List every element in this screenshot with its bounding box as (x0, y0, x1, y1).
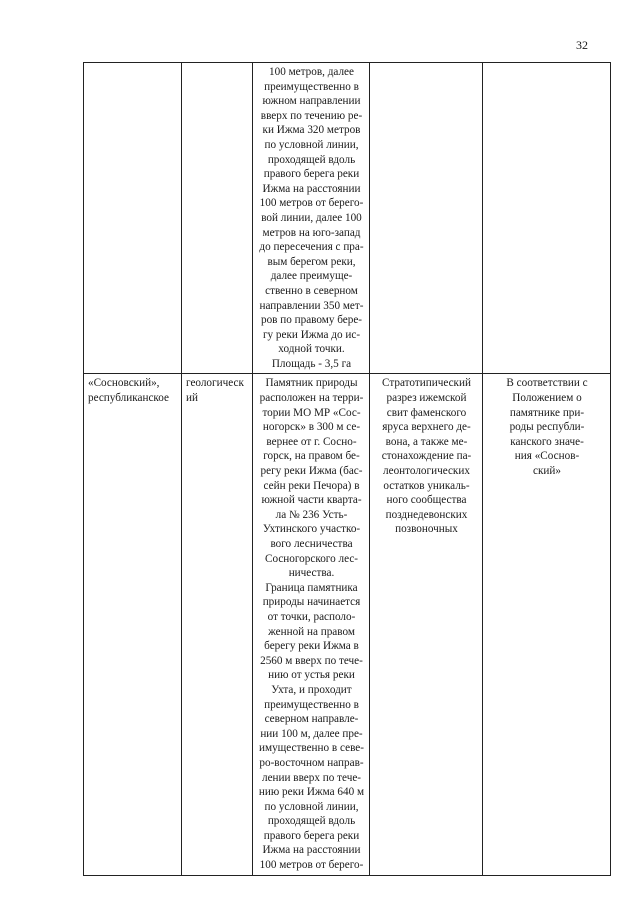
protected-areas-table (83, 62, 611, 876)
cell-significance (370, 63, 483, 374)
cell-name (84, 63, 182, 374)
page-number: 32 (576, 38, 588, 52)
table-row (84, 63, 611, 374)
cell-basis: В соответствии с Положением о памятнике при- роды республи- канского значе- ния «Соснов- ский» (483, 374, 611, 875)
cell-type (182, 63, 253, 374)
cell-basis (483, 63, 611, 374)
cell-description: 100 метров, далее преимущественно в южном направлении вверх по течению ре- ки Ижма 320 метров по условной линии, проходящей вдоль правого берега реки Ижма на расстоянии 100 метров от берего- вой линии, далее 100 метров на юго-запад до пересечения с пра- вым берегом реки, далее преимуще- ственно в северном направлении 350 мет- ров по правому бере- гу реки Ижма до ис- ходной точки. Площадь - 3,5 га (253, 63, 370, 374)
cell-significance: Стратотипический разрез ижемской свит фаменского яруса верхнего де- вона, а также ме- стонахождение па- леонтологических остатков уникаль- ного сообщества позднедевонских позвоночных (370, 374, 483, 875)
cell-name: «Сосновский», республиканское (84, 374, 182, 875)
table-row (84, 374, 611, 875)
cell-type: геологический (182, 374, 253, 875)
cell-description: Памятник природы расположен на терри- тории МО МР «Сос- ногорск» в 300 м се- вернее от г. Сосно- горск, на правом бе- регу реки Ижма (бас- сейн реки Печора) в южной части кварта- ла № 236 Усть- Ухтинского участко- вого лесничества Сосногорского лес- ничества. Граница памятника природы начинается от точки, располо- женной на правом берегу реки Ижма в 2560 м вверх по тече- нию от устья реки Ухта, и проходит преимущественно в северном направле- нии 100 м, далее пре- имущественно в севе- ро-восточном направ- лении вверх по тече- нию реки Ижма 640 м по условной линии, проходящей вдоль правого берега реки Ижма на расстоянии 100 метров от берего- (253, 374, 370, 875)
